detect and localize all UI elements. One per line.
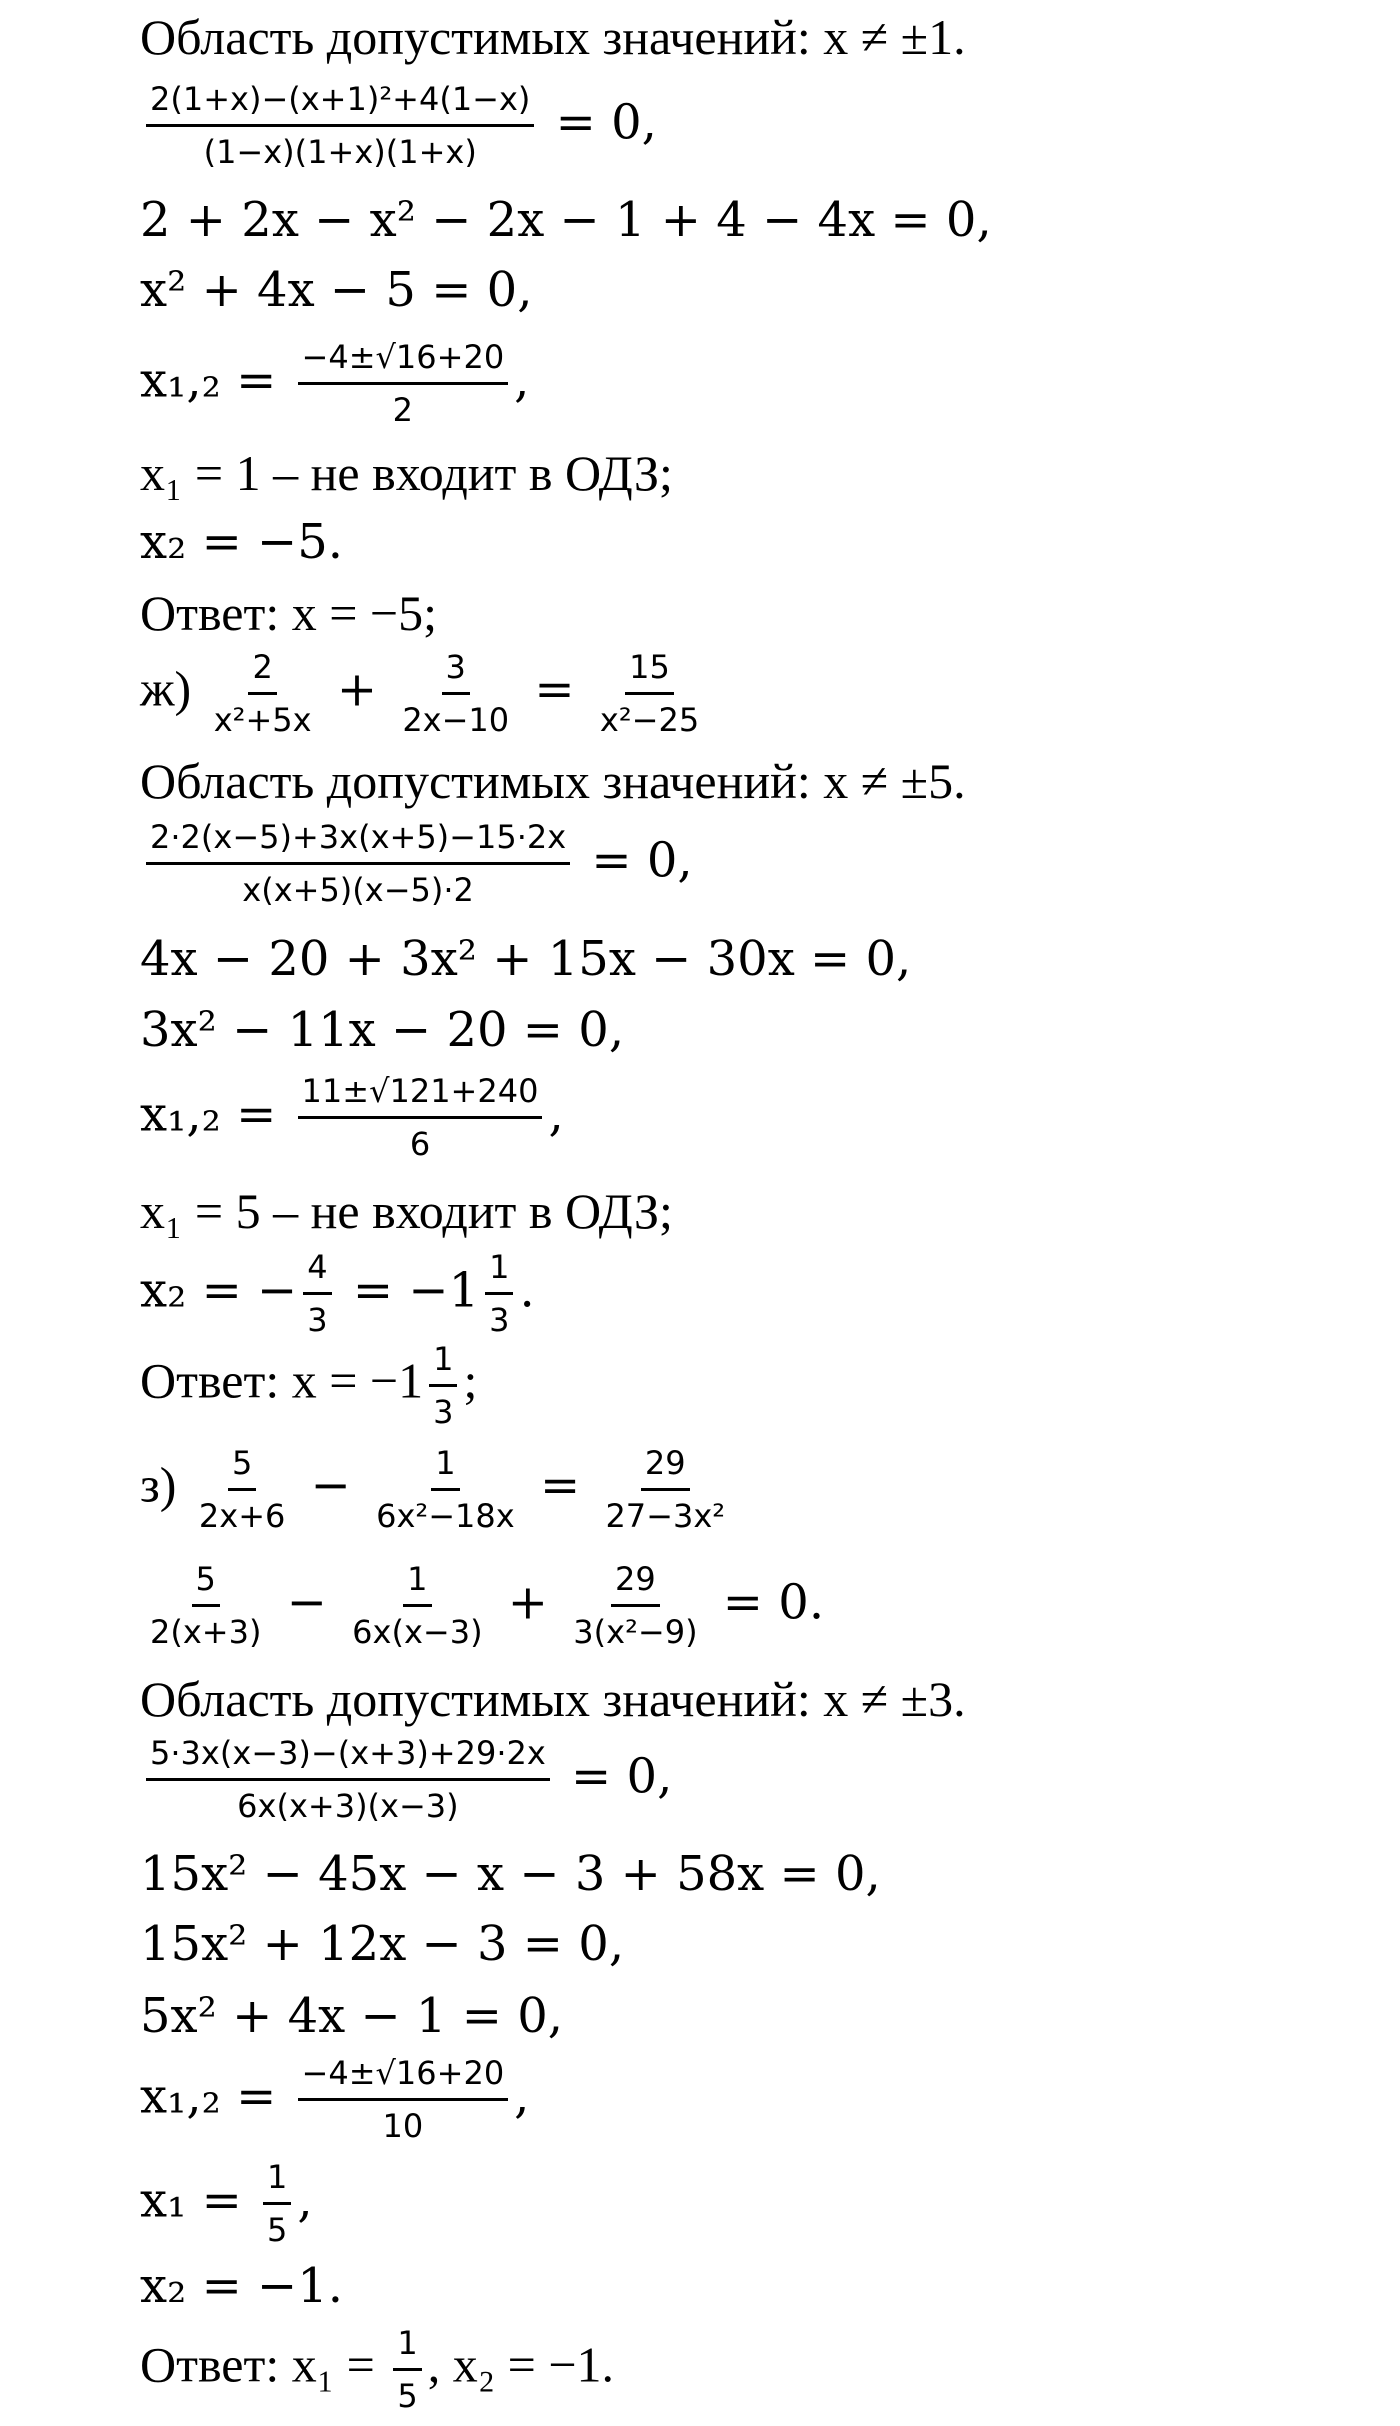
lead: x₁,₂ = [140, 352, 292, 409]
denominator: 2x−10 [402, 701, 510, 740]
root-1-note [140, 445, 673, 501]
numerator: 5 [192, 1560, 220, 1607]
expanded-equation-2 [140, 931, 912, 987]
fraction-equation-1 [140, 80, 657, 172]
domain-line-3 [140, 1671, 966, 1727]
root-1-note-2 [140, 1183, 673, 1239]
denominator: x²+5x [213, 701, 312, 740]
lead: x₁ = [140, 2172, 258, 2229]
domain-line-1 [140, 9, 966, 65]
lead: Ответ: x₁ = [140, 2336, 388, 2393]
denominator: 3(x²−9) [573, 1613, 698, 1652]
root-2-b [140, 1248, 535, 1340]
lead: x₁,₂ = [140, 1086, 292, 1143]
line-text: Область допустимых значений: x ≠ ±3. [140, 1671, 966, 1727]
tail: = 0, [576, 832, 693, 889]
numerator: 29 [641, 1444, 690, 1491]
numerator: 15 [625, 648, 674, 695]
numerator: 5·3x(x−3)−(x+3)+29·2x [146, 1734, 550, 1781]
line-text: Область допустимых значений: x ≠ ±5. [140, 753, 966, 809]
math-text: x² + 4x − 5 = 0, [140, 262, 533, 318]
roots-formula-3 [140, 2054, 529, 2146]
expanded-equation-1 [140, 192, 992, 248]
answer-2 [140, 1340, 477, 1432]
tail: = 0, [555, 1748, 673, 1805]
lead: x₂ = − [140, 1262, 298, 1319]
fraction-equation-2 [140, 818, 693, 910]
tail: , [514, 2068, 530, 2125]
denominator: 27−3x² [605, 1497, 726, 1536]
root-1-c [140, 2158, 313, 2250]
math-text: 3x² − 11x − 20 = 0, [140, 1002, 625, 1058]
operator: = [519, 661, 590, 718]
numerator: 5 [228, 1444, 256, 1491]
denominator: x(x+5)(x−5)·2 [242, 871, 474, 910]
denominator: 2x+6 [198, 1497, 286, 1536]
tail: , [297, 2172, 313, 2229]
denominator: 3 [489, 1301, 510, 1340]
numerator: 2(1+x)−(x+1)²+4(1−x) [146, 80, 534, 127]
denominator: 3 [433, 1393, 454, 1432]
roots-formula-1 [140, 338, 529, 430]
operator: + [321, 661, 393, 718]
expanded-equation-3 [140, 1846, 881, 1902]
item-label: ж) [140, 660, 204, 717]
line-text: x₁ = 5 – не входит в ОДЗ; [140, 1183, 673, 1239]
tail: , [514, 352, 530, 409]
numerator: −4±√16+20 [298, 338, 509, 385]
denominator: 6 [409, 1125, 431, 1164]
root-2-c [140, 2258, 344, 2314]
quadratic-equation-1 [140, 262, 533, 318]
tail: , [548, 1086, 564, 1143]
math-text: x₂ = −5. [140, 514, 344, 570]
line-text: x₁ = 1 – не входит в ОДЗ; [140, 445, 673, 501]
fraction-equation-3 [140, 1734, 672, 1826]
answer-1 [140, 585, 437, 641]
line-text: Область допустимых значений: x ≠ ±1. [140, 9, 966, 65]
denominator: 3 [307, 1301, 328, 1340]
denominator: 6x(x−3) [352, 1613, 483, 1652]
numerator: 1 [393, 2324, 421, 2371]
denominator: 5 [267, 2211, 288, 2250]
numerator: 2 [248, 648, 276, 695]
denominator: 6x²−18x [376, 1497, 515, 1536]
rewritten-equation-z [140, 1560, 824, 1652]
tail: , x₂ = −1. [427, 2336, 615, 2393]
math-text: 15x² + 12x − 3 = 0, [140, 1916, 625, 1972]
operator: − [271, 1574, 343, 1631]
operator: = [524, 1457, 596, 1514]
tail: = 0, [540, 94, 657, 151]
numerator: 4 [303, 1248, 331, 1295]
numerator: 29 [611, 1560, 660, 1607]
tail: = 0. [707, 1574, 825, 1631]
math-text: 5x² + 4x − 1 = 0, [140, 1988, 563, 2044]
math-text: 4x − 20 + 3x² + 15x − 30x = 0, [140, 931, 912, 987]
mid: = −1 [337, 1262, 480, 1319]
quadratic-equation-3a [140, 1916, 625, 1972]
numerator: 1 [403, 1560, 431, 1607]
denominator: 2 [392, 391, 414, 430]
numerator: 1 [431, 1444, 459, 1491]
denominator: 6x(x+3)(x−3) [237, 1787, 459, 1826]
tail: ; [463, 1352, 478, 1409]
lead: Ответ: x = −1 [140, 1352, 424, 1409]
quadratic-equation-3b [140, 1988, 563, 2044]
math-text: 15x² − 45x − x − 3 + 58x = 0, [140, 1846, 881, 1902]
denominator: 2(x+3) [150, 1613, 262, 1652]
operator: − [295, 1457, 367, 1514]
denominator: (1−x)(1+x)(1+x) [203, 133, 477, 172]
numerator: 1 [263, 2158, 291, 2205]
roots-formula-2 [140, 1072, 564, 1164]
problem-z [140, 1444, 735, 1536]
denominator: x²−25 [599, 701, 700, 740]
math-text: 2 + 2x − x² − 2x − 1 + 4 − 4x = 0, [140, 192, 992, 248]
math-text: x₂ = −1. [140, 2258, 344, 2314]
numerator: 2·2(x−5)+3x(x+5)−15·2x [146, 818, 570, 865]
numerator: 3 [442, 648, 470, 695]
operator: + [492, 1574, 564, 1631]
line-text: Ответ: x = −5; [140, 585, 437, 641]
tail: . [519, 1262, 535, 1319]
quadratic-equation-2 [140, 1002, 625, 1058]
lead: x₁,₂ = [140, 2068, 292, 2125]
root-2 [140, 514, 344, 570]
problem-zh [140, 648, 709, 740]
denominator: 10 [382, 2107, 424, 2146]
answer-3 [140, 2324, 614, 2416]
item-label: з) [140, 1456, 189, 1513]
denominator: 5 [397, 2377, 418, 2416]
numerator: −4±√16+20 [298, 2054, 509, 2101]
numerator: 1 [429, 1340, 457, 1387]
numerator: 1 [485, 1248, 513, 1295]
domain-line-2 [140, 753, 966, 809]
numerator: 11±√121+240 [298, 1072, 543, 1119]
